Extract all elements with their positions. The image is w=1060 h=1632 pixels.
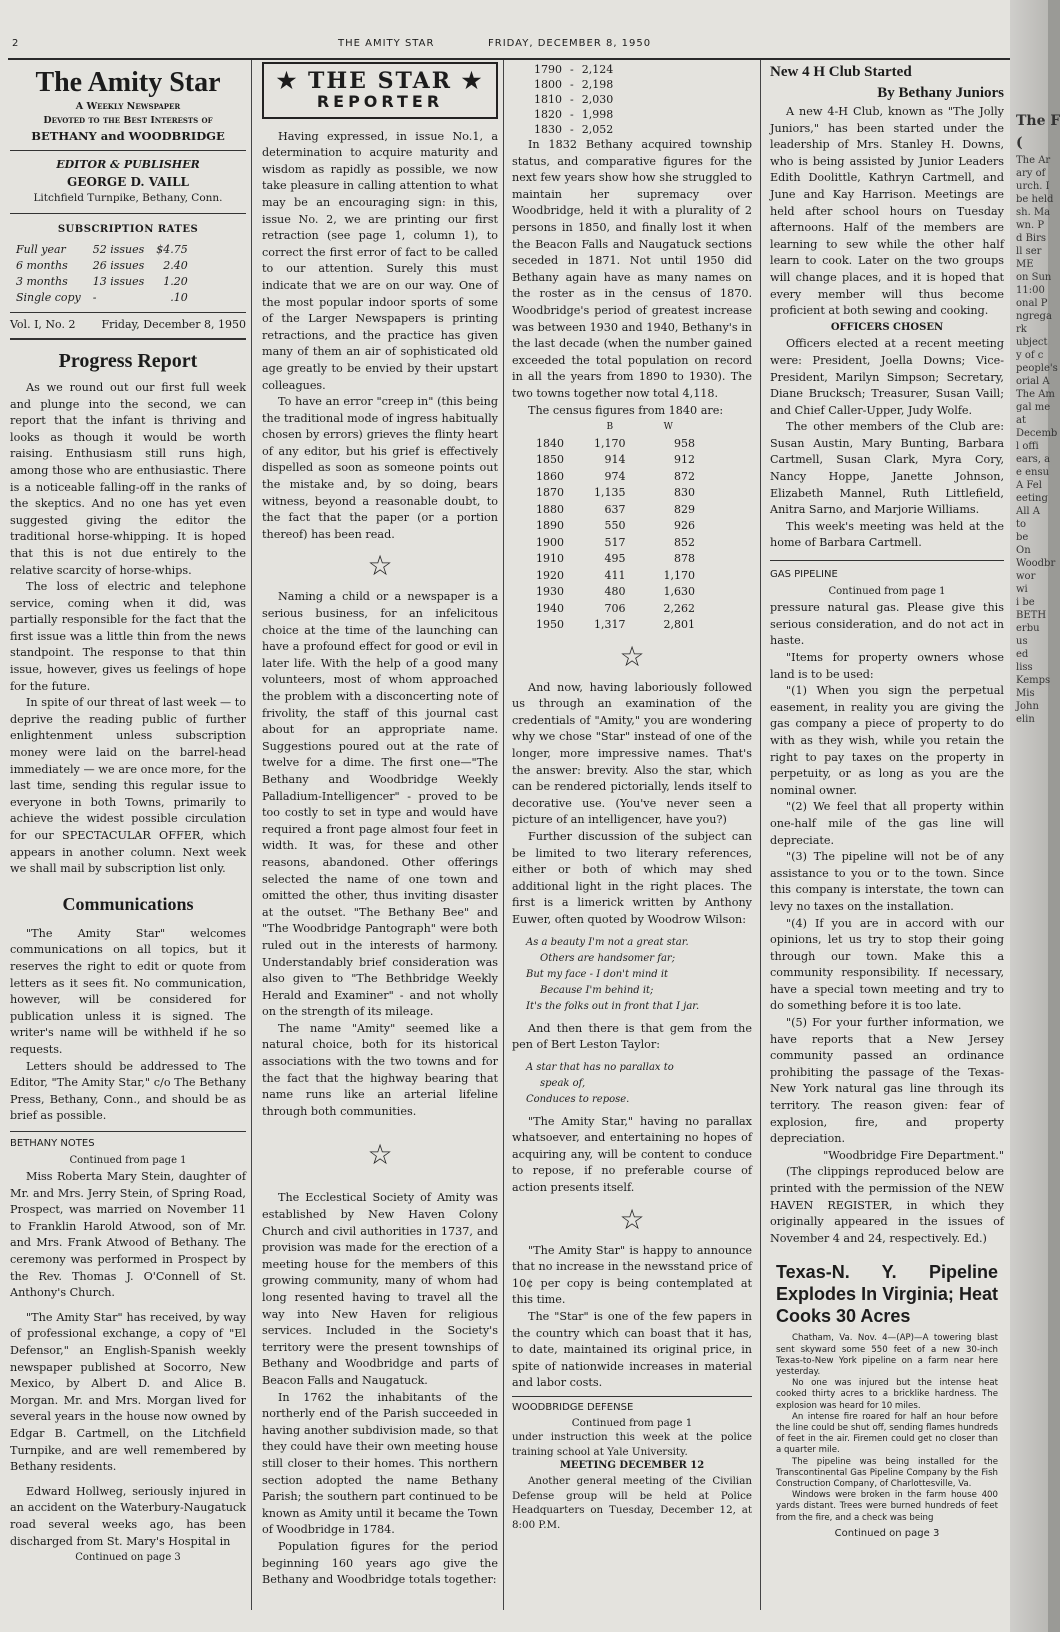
history-paragraph: "The Amity Star," having no parallax whatsoever, and entertaining no hopes of acquiring any, will be content to conduce to repose, if no preferable course of action presents itself.: [512, 1114, 752, 1195]
census-b: 974: [604, 469, 626, 483]
reporter-paragraph: Naming a child or a newspaper is a serious business, for an infelicitous choice at the time of the launching can have a profound effect for good or evil in later life. With the help of a good many volunteers, most of whom approached the problem with a disconcerting note of frivolity, the staff of this journal cast about for an appropriate name. Suggestions poured out at the rate of twelve for a dime. The first one—"The Bethany and Woodbridge Weekly Palladium-Intelligencer" - proved to be too costly to set in type and would have required a front page almost four feet in width. It was, for these and other reasons, abandoned. Other offerings selected the name of one town and omitted the other, thus inviting disaster at the outset. "The Bethany Bee" and "The Woodbridge Pantograph" were both ruled out in the interests of harmony. Understandably brief consideration was also given to "The Bethbridge Weekly Herald and Examiner" - and not wholly on the strength of its mileage.: [262, 590, 498, 1019]
year: 1810: [534, 93, 562, 106]
club-paragraph: This week's meeting was held at the home of Barbara Cartmell.: [770, 519, 1004, 550]
poem-line: But my face - I don't mind it: [526, 968, 669, 980]
edge-fragment: on Sun: [1016, 272, 1052, 283]
edge-fragment: gal me: [1016, 402, 1051, 413]
census-row: [522, 436, 703, 453]
census-w: 2,262: [663, 601, 695, 615]
defense-title: WOODBRIDGE DEFENSE: [512, 1402, 634, 1413]
star-divider-icon: ☆: [367, 549, 393, 583]
census-head-w: W: [663, 422, 673, 433]
census-row: [522, 568, 703, 585]
star-reporter-logo: [262, 62, 498, 119]
page-number: 2: [12, 38, 19, 49]
club-byline: By Bethany Juniors: [877, 85, 1004, 101]
column-3: [512, 62, 752, 1532]
rate-price: .10: [170, 291, 188, 305]
edge-fragment: orial A: [1016, 376, 1050, 387]
census-year: 1930: [536, 585, 564, 599]
dash: -: [570, 63, 574, 76]
officers-head: OFFICERS CHOSEN: [830, 321, 944, 333]
edge-fragment: On: [1016, 545, 1031, 556]
edge-fragment: All A: [1016, 506, 1041, 517]
census-b: 550: [604, 519, 626, 533]
census-b: 637: [604, 502, 626, 516]
census-row: [522, 584, 703, 601]
pipeline-paragraph: pressure natural gas. Please give this serious consideration, and do not act in haste.: [770, 601, 1004, 648]
edge-fragment: Woodbr: [1016, 558, 1056, 569]
logo-line-2: REPORTER: [316, 92, 444, 111]
census-row: [522, 535, 703, 552]
reporter-paragraph: In 1762 the inhabitants of the northerly end of the Parish succeeded in having another subdivision made, so that they could have their own meeting house still closer to their homes. This northern section adopted the name Bethany Parish; the southern part continued to be known as Amity until it became the Town of Woodbridge in 1784.: [262, 1390, 498, 1537]
editor-name: GEORGE D. VAILL: [67, 174, 189, 189]
edge-fragment: wor: [1016, 571, 1036, 582]
column-rule: [251, 60, 252, 1610]
census-year: 1880: [536, 502, 564, 516]
census-row: [522, 617, 703, 634]
census-year: 1840: [536, 436, 564, 450]
rate-term: 3 months: [16, 275, 68, 289]
history-paragraph: And then there is that gem from the pen of Bert Leston Taylor:: [512, 1021, 752, 1052]
year: 1820: [534, 108, 562, 121]
early-total-row: [530, 107, 617, 122]
edge-fragment: 11:00: [1016, 285, 1045, 296]
star-divider-icon: ☆: [367, 1138, 393, 1172]
adjacent-page-edge: [1010, 0, 1060, 1632]
edge-fragment: Decemb: [1016, 428, 1058, 439]
edge-fragment: rk: [1016, 324, 1027, 335]
reporter-paragraph: To have an error "creep in" (this being the traditional mode of ingress habitually chosen by errors) grieves the flinty heart of any editor, but his grief is effectively dispelled as soon as someone points out the mistake and, by so doing, bears witness, beyond a reasonable doubt, to the fact that the paper (or a portion thereof) has been read.: [262, 395, 498, 541]
bethany-notes-paragraph: Edward Hollweg, seriously injured in an accident on the Waterbury-Naugatuck road several weeks ago, has been discharged from St. Mary's Hospital in: [10, 1484, 246, 1548]
rates-title: SUBSCRIPTION RATES: [57, 223, 199, 235]
bethany-notes-continued: Continued from page 1: [69, 1154, 187, 1166]
edge-fragment: people's: [1016, 363, 1058, 374]
edge-fragment: at: [1016, 415, 1026, 426]
nameplate-towns: BETHANY and WOODBRIDGE: [31, 129, 225, 143]
census-b: 1,170: [594, 436, 626, 450]
news-clipping: [770, 1261, 1004, 1539]
census-row: [522, 485, 703, 502]
progress-paragraph: In spite of our threat of last week — to deprive the reading public of further enlightenment unless subscription money were laid on the barrel-head immediately — we are once more, for the last time, sending this regular issue to everyone in both Towns, primarily to achieve the widest possible circulation for our SPECTACULAR OFFER, which appears in another column. Next week we shall mail by subscription list only.: [10, 696, 246, 876]
pipeline-paragraph: "(5) For your further information, we have reports that a New Jersey community passed an ordinance prohibiting the passage of the Texas-New York natural gas line through its territory. The reason given: fear of explosion, fire, and property depreciation.: [770, 1016, 1004, 1146]
census-b: 480: [604, 585, 626, 599]
poem-line: Others are handsomer far;: [540, 952, 676, 964]
census-table: [522, 419, 703, 634]
rate-row: [10, 290, 194, 306]
edge-fragment: A Fel: [1016, 480, 1042, 491]
history-paragraph: And now, having laboriously followed us through an examination of the credentials of "Amity," you are wondering why we chose "Star" instead of one of the longer, more impressive names. That's the answer: brevity. Also the star, which can be rendered pictorially, lends itself to decorative use. (You've never seen a picture of an intelligencer, have you?): [512, 680, 752, 827]
star-icon: ★: [276, 68, 299, 94]
volume-line: [10, 313, 246, 340]
column-rule: [760, 60, 761, 1610]
reporter-paragraph: Population figures for the period beginning 160 years ago give the Bethany and Woodbridge totals together:: [262, 1539, 498, 1587]
club-paragraph: The other members of the Club are: Susan Austin, Mary Bunting, Barbara Cartmell, Susan Clark, Myra Cory, Nancy Hoppe, Janette Johnson, Elizabeth Mannel, Ruth Littlefield, Anitra Sarno, and Marjorie Williams.: [770, 420, 1004, 517]
total: 2,198: [581, 78, 614, 91]
early-total-row: [530, 92, 617, 107]
census-b: 1,317: [594, 618, 626, 632]
census-b: 1,135: [594, 486, 626, 500]
edge-fragment: ary of: [1016, 168, 1046, 179]
total: 1,998: [581, 108, 614, 121]
census-year: 1920: [536, 568, 564, 582]
census-row: [522, 502, 703, 519]
edge-fragment: be: [1016, 532, 1029, 543]
edge-fragment: eeting: [1016, 493, 1048, 504]
pipeline-paragraph: "(3) The pipeline will not be of any assistance to you or to the town. Since this company is interstate, the town can levy no taxes on the installation.: [770, 850, 1004, 913]
edge-fragment: d Birs: [1016, 233, 1047, 244]
rate-row: [10, 274, 194, 290]
census-b: 411: [604, 568, 626, 582]
census-w: 1,630: [663, 585, 695, 599]
bethany-notes-title: BETHANY NOTES: [10, 1137, 95, 1149]
year: 1800: [534, 78, 562, 91]
rate-issues: 26 issues: [92, 259, 145, 273]
defense-continued: Continued from page 1: [571, 1416, 693, 1429]
edge-fragment: ears, a: [1016, 454, 1051, 465]
nameplate-tagline: A Weekly Newspaper: [75, 101, 181, 112]
census-year: 1950: [536, 618, 564, 632]
dash: -: [570, 93, 574, 106]
total: 2,030: [581, 93, 614, 106]
edge-fragment: elin: [1016, 714, 1035, 725]
pipeline-paragraph: (The clippings reproduced below are printed with the permission of the NEW HAVEN REGISTER, in which they originally appeared in the issues of November 4 and 24, respectively. Ed.): [770, 1165, 1004, 1245]
edge-fragment: ME: [1016, 259, 1034, 270]
poem-line: speak of,: [540, 1077, 586, 1089]
census-year: 1870: [536, 486, 564, 500]
rate-issues: 13 issues: [92, 275, 145, 289]
subscription-rates: [10, 214, 246, 314]
poem-line: It's the folks out in front that I jar.: [526, 1000, 700, 1012]
history-paragraph: Further discussion of the subject can be limited to two literary references, either or both of which may shed additional light in the right places. The first is a limerick written by Anthony Euwer, often quoted by Woodrow Wilson:: [512, 829, 752, 926]
census-year: 1910: [536, 552, 564, 566]
census-b: 517: [604, 535, 626, 549]
pipeline-paragraph: "(2) We feel that all property within one-half mile of the gas line will depreciate.: [770, 800, 1004, 847]
edge-fragment: l offi: [1016, 441, 1039, 452]
club-paragraph: Officers elected at a recent meeting were: President, Joella Downs; Vice-President, Marilyn Simpson; Secretary, Diane Brucksch; Treasurer, Susan Vaill; and Chief Caller-Upper, Judy Wolfe.: [770, 337, 1004, 417]
star-icon: ★: [461, 68, 484, 94]
poem-line: Because I'm behind it;: [540, 984, 654, 996]
rate-price: 1.20: [163, 275, 188, 289]
reporter-paragraph: The name "Amity" seemed like a natural choice, both for its historical associations with the two towns and for the fact that the highway bearing that name runs like an arterial lifeline through both communities.: [262, 1021, 498, 1118]
edge-fragment: be held: [1016, 194, 1054, 205]
census-intro: The census figures from 1840 are:: [528, 403, 724, 417]
pipeline-signature: "Woodbridge Fire Department.": [823, 1148, 1004, 1162]
early-total-row: [530, 122, 617, 137]
column-2: [262, 62, 498, 1589]
nameplate-tagline: Devoted to the Best Interests of: [43, 115, 213, 126]
editor-label: EDITOR & PUBLISHER: [56, 158, 200, 171]
census-b: 706: [604, 601, 626, 615]
reporter-paragraph: The Ecclestical Society of Amity was established by New Haven Colony Church and civil authorities in 1737, and provision was made for the erection of a meeting house for the members of this growing community, many of whom had long resented having to travel all the way into New Haven for religious services. Included in the Society's territory were the present townships of Bethany and Woodbridge and parts of Beacon Falls and Naugatuck.: [262, 1191, 498, 1387]
census-w: 852: [674, 535, 695, 549]
limerick: [526, 935, 752, 1015]
census-w: 926: [674, 519, 695, 533]
progress-paragraph: The loss of electric and telephone service, coming when it did, was partially responsible for the fact that the first issue was a little thin from the news standpoint. The response to that thin issue, however, gives us feelings of hope for the future.: [10, 580, 246, 693]
year: 1830: [534, 123, 562, 136]
rate-row: [10, 242, 194, 258]
rate-price: $4.75: [156, 243, 188, 257]
clipping-paragraph: Chatham, Va. Nov. 4—(AP)—A towering blast sent skyward some 550 feet of a new 30-inch Texas-to-New York pipeline on a farm near here yesterday.: [776, 1333, 998, 1377]
edge-fragment: The Am: [1016, 389, 1055, 400]
census-head-b: B: [606, 422, 614, 433]
year: 1790: [534, 63, 562, 76]
edge-fragment: i be: [1016, 597, 1035, 608]
bethany-notes-paragraph: "The Amity Star" has received, by way of professional exchange, a copy of "El Defensor," an English-Spanish weekly newspaper published at Socorro, New Mexico, by Albert D. and Alice B. Morgan. Mr. and Mrs. Morgan lived for several years in the house now owned by Edgar B. Cartmell, on the Litchfield Turnpike, and are well remembered by Bethany residents.: [10, 1310, 246, 1474]
communications-paragraph: "The Amity Star" welcomes communications on all topics, but it reserves the right to edit or quote from letters as it sees fit. No communication, however, will be considered for publication unless it is signed. The writer's name will be withheld if he so requests.: [10, 926, 246, 1056]
pipeline-title: GAS PIPELINE: [770, 569, 838, 581]
early-total-row: [530, 77, 617, 92]
edge-fragment: wn. P: [1016, 220, 1045, 231]
early-total-row: [530, 62, 617, 77]
taylor-quote: [526, 1060, 752, 1108]
pipeline-paragraph: "(1) When you sign the perpetual easement, in reality you are giving the gas company a piece of property to do with as they wish, while you retain the right to pay taxes on the property in perpetuity, or as long as you are the nominal owner.: [770, 684, 1004, 797]
census-w: 830: [674, 486, 695, 500]
edge-fragment: ed: [1016, 649, 1029, 660]
edge-fragment: liss: [1016, 662, 1033, 673]
edge-fragment: BETH: [1016, 610, 1047, 621]
edge-fragment: The F: [1016, 113, 1060, 129]
defense-meeting-head: MEETING DECEMBER 12: [559, 1460, 705, 1472]
edge-fragment: wi: [1016, 584, 1028, 595]
reporter-paragraph: Having expressed, in issue No.1, a determination to acquire maturity and wisdom as rapidly as possible, we now take pleasure in calling attention to what may be an encouraging sign: in this, issue No. 2, we are printing our first retraction (see page 1, column 1), to correct the first error of fact to be called to our attention. Surely this must indicate that we are on our way. One of the most popular indoor sports of some of the Larger Newspapers is printing retractions, and the practice has given many of them an air of sophisticated old age greatly to be envied by their upstart colleagues.: [262, 129, 498, 392]
defense-paragraph: under instruction this week at the police training school at Yale University.: [512, 1431, 752, 1458]
edge-fragment: ubject: [1016, 337, 1048, 348]
poem-line: As a beauty I'm not a great star.: [526, 936, 689, 948]
census-w: 958: [674, 436, 695, 450]
census-row: [522, 601, 703, 618]
dash: -: [570, 123, 574, 136]
census-w: 872: [674, 469, 695, 483]
total: 2,124: [581, 63, 614, 76]
editor-address: Litchfield Turnpike, Bethany, Conn.: [33, 192, 223, 205]
clipping-paragraph: No one was injured but the intense heat cooked thirty acres to a bricklike hardness. The explosion was heard for 10 miles.: [776, 1378, 998, 1411]
rate-price: 2.40: [163, 259, 188, 273]
rate-issues: -: [92, 291, 97, 305]
dash: -: [570, 78, 574, 91]
progress-title: Progress Report: [58, 349, 198, 372]
census-b: 495: [604, 552, 626, 566]
total: 2,052: [581, 123, 614, 136]
edge-fragment: Mis: [1016, 688, 1035, 699]
edge-fragment: e ensu: [1016, 467, 1050, 478]
poem-line: Conduces to repose.: [526, 1093, 630, 1105]
logo-line-1: THE STAR: [308, 68, 452, 94]
rate-term: 6 months: [16, 259, 68, 273]
history-paragraph: "The Amity Star" is happy to announce that no increase in the newsstand price of 10¢ per copy is being contemplated at this time.: [512, 1243, 752, 1307]
star-divider-icon: ☆: [619, 1202, 645, 1236]
header-date: FRIDAY, DECEMBER 8, 1950: [488, 38, 652, 49]
census-year: 1900: [536, 535, 564, 549]
volume-number: Vol. I, No. 2: [10, 318, 76, 332]
edge-fragment: sh. Ma: [1016, 207, 1051, 218]
column-1: [10, 62, 246, 1567]
census-w: 912: [674, 453, 695, 467]
communications-title: Communications: [62, 893, 194, 914]
census-row: [522, 518, 703, 535]
edge-fragment: urch. I: [1016, 181, 1050, 192]
census-w: 2,801: [663, 618, 695, 632]
rate-term: Single copy: [16, 291, 81, 305]
poem-line: A star that has no parallax to: [526, 1061, 674, 1073]
edge-fragment: y of c: [1016, 350, 1044, 361]
edge-fragment: ll ser: [1016, 246, 1042, 257]
census-w: 829: [674, 502, 695, 516]
census-year: 1890: [536, 519, 564, 533]
pipeline-continued: Continued from page 1: [828, 585, 946, 597]
clipping-continued-on: Continued on page 3: [834, 1527, 940, 1539]
census-year: 1860: [536, 469, 564, 483]
club-paragraph: A new 4-H Club, known as "The Jolly Juniors," has been started under the leadership of Mrs. Stanley H. Downs, who is being assisted by Junior Leaders Edith Doolittle, Kathryn Cartmell, and June and Kay Harrison. Meetings are held after school hours on Tuesday afternoons. Half of the members are learning to sew while the other half learn to cook. Later on the two groups will change places, and it is hoped that every member will thus become proficient at both sewing and cooking.: [770, 105, 1004, 318]
edge-fragment: John: [1016, 701, 1039, 712]
dash: -: [570, 108, 574, 121]
edge-fragment: The Ar: [1016, 155, 1051, 166]
census-year: 1850: [536, 453, 564, 467]
pipeline-paragraph: "(4) If you are in accord with our opinions, let us try to stop their going through our town. Make this a community responsibility. If necessary, have a special town meeting and try to do something before it is too late.: [770, 916, 1004, 1013]
clipping-paragraph: Windows were broken in the farm house 400 yards distant. Trees were burned hundreds of feet from the fire, and a check was being: [776, 1490, 998, 1523]
rate-issues: 52 issues: [92, 243, 145, 257]
edge-fragment: Kemps: [1016, 675, 1051, 686]
club-title: New 4 H Club Started: [770, 64, 912, 80]
census-row: [522, 469, 703, 486]
early-population-table: [530, 62, 617, 137]
rate-term: Full year: [16, 243, 66, 257]
progress-paragraph: As we round out our first full week and plunge into the second, we can report that the infant is thriving and looks as though it would be worth raising. Enthusiasm still runs high, among those who are enthusiastic. There is a noticeable falling-off in the ranks of the skeptics. And no one has yet even suggested giving the editor the traditional horse-whipping. It is hoped that this is not due entirely to the relative scarcity of horse-whips.: [10, 380, 246, 577]
page-header: [8, 30, 1010, 60]
census-row: [522, 551, 703, 568]
edge-fragment: to: [1016, 519, 1027, 530]
census-w: 1,170: [663, 568, 695, 582]
clipping-headline: Texas-N. Y. Pipeline Explodes In Virginia; Heat Cooks 30 Acres: [776, 1262, 998, 1327]
edge-fragment: erbu: [1016, 623, 1040, 634]
edge-fragment: us: [1016, 636, 1028, 647]
rates-table: [10, 242, 194, 306]
defense-paragraph: Another general meeting of the Civilian Defense group will be held at Police Headquarters on Tuesday, December 12, at 8:00 P.M.: [512, 1474, 752, 1531]
header-paper-name: THE AMITY STAR: [338, 38, 435, 49]
history-paragraph: The "Star" is one of the few papers in the country which can boast that it has, to date, maintained its original price, in spite of nationwide increases in material and labor costs.: [512, 1310, 752, 1390]
rate-row: [10, 258, 194, 274]
edge-fragment: ngrega: [1016, 311, 1052, 322]
communications-paragraph: Letters should be addressed to The Editor, "The Amity Star," c/o The Bethany Press, Bethany, Conn., and should be as brief as possible.: [10, 1059, 246, 1123]
edge-fragment: onal P: [1016, 298, 1048, 309]
census-row: [522, 452, 703, 469]
bethany-notes-paragraph: Miss Roberta Mary Stein, daughter of Mr. and Mrs. Jerry Stein, of Spring Road, Prospect, was married on November 11 to Franklin Harold Atwood, son of Mr. and Mrs. Frank Atwood of Bethany. The ceremony was performed in Prospect by the Rev. Thomas J. O'Connell of St. Anthony's Church.: [10, 1170, 246, 1300]
census-w: 878: [674, 552, 695, 566]
nameplate-title: The Amity Star: [35, 67, 221, 98]
nameplate: [10, 66, 246, 151]
column-rule: [503, 60, 504, 1610]
clipping-paragraph: An intense fire roared for half an hour before the line could be shut off, sending flames hundreds of feet in the air. Firemen could get no closer than a quarter mile.: [776, 1411, 998, 1456]
clipping-paragraph: The pipeline was being installed for the Transcontinental Gas Pipeline Company by the Fish Construction Company, of Charlottesville, Va.: [776, 1456, 998, 1490]
star-divider-icon: ☆: [619, 639, 645, 673]
pipeline-paragraph: "Items for property owners whose land is to be used:: [770, 651, 1004, 681]
column-4: [770, 62, 1004, 1539]
history-paragraph: In 1832 Bethany acquired township status, and comparative figures for the next few years show how she struggled to maintain her supremacy over Woodbridge, held it with a plurality of 2 persons in 1850, and finally lost it when the Beacon Falls and Naugatuck sections seceded in 1871. Not until 1950 did Bethany again have as many names on the roster as in the census of 1870. Woodbridge's period of greatest increase was between 1930 and 1940, Bethany's in the last decade (when the number gained exceeded the total population on record in all the years from 1890 to 1930). The two towns together now total 4,118.: [512, 138, 752, 400]
edge-fragment: (: [1016, 135, 1023, 151]
bethany-notes-continued-on: Continued on page 3: [75, 1552, 181, 1564]
volume-date: Friday, December 8, 1950: [101, 318, 246, 332]
census-year: 1940: [536, 601, 564, 615]
census-b: 914: [604, 453, 626, 467]
